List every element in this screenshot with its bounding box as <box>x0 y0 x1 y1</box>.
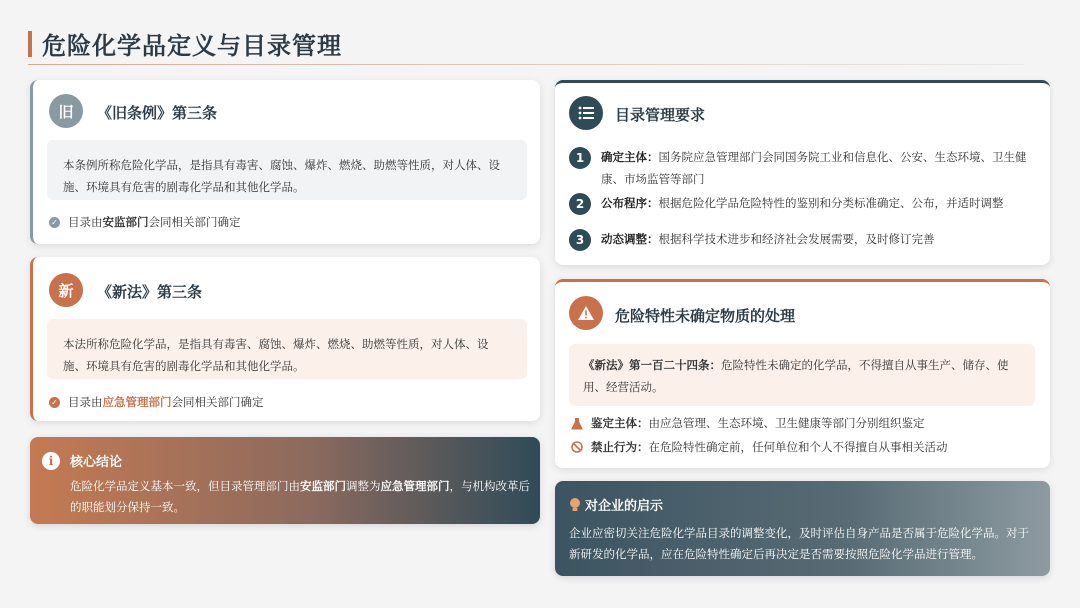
old-rule-note-pre: 目录由 <box>68 215 103 229</box>
item-number: 1 <box>569 147 591 169</box>
item-body: 根据科学技术进步和经济社会发展需要，及时修订完善 <box>658 232 935 246</box>
undetermined-quote-text: 危险特性未确定的化学品，不得擅自从事生产、储存、使用、经营活动。 <box>583 358 1009 394</box>
info-icon: i <box>42 452 60 470</box>
item-number: 2 <box>569 193 591 215</box>
conclusion-header <box>42 451 122 470</box>
directory-item <box>569 146 1039 190</box>
warning-badge <box>569 296 603 330</box>
new-rule-note <box>49 394 264 410</box>
directory-title: 目录管理要求 <box>615 106 706 124</box>
directory-item-text <box>601 228 935 250</box>
list-badge <box>569 96 603 130</box>
enterprise-box <box>555 481 1050 576</box>
item-label: 公布程序： <box>601 196 659 210</box>
page-header <box>28 26 342 61</box>
enterprise-header <box>569 495 663 514</box>
conclusion-text <box>70 476 530 518</box>
undetermined-quote-strong: 《新法》第一百二十四条： <box>583 358 721 372</box>
undetermined-item <box>571 415 925 431</box>
directory-item-text <box>601 146 1039 190</box>
item-body: 根据危险化学品危险特性的鉴别和分类标准确定、公布，并适时调整 <box>658 196 1004 210</box>
conclusion-text-pre: 危险化学品定义基本一致，但目录管理部门由 <box>70 479 300 493</box>
item-number: 3 <box>569 229 591 251</box>
old-rule-note <box>49 214 241 230</box>
undetermined-item <box>571 439 948 455</box>
item-label: 禁止行为： <box>591 440 649 454</box>
new-rule-note-pre: 目录由 <box>68 395 103 409</box>
conclusion-strong-2: 应急管理部门 <box>380 479 450 493</box>
directory-item <box>569 228 1039 251</box>
old-rule-card <box>30 80 540 244</box>
enterprise-text: 企业应密切关注危险化学品目录的调整变化，及时评估自身产品是否属于危险化学品。对于新研发的化学品，应在危险特性确定后再决定是否需要按照危险化学品进行管理。 <box>569 526 1029 561</box>
item-label: 确定主体： <box>601 150 659 164</box>
conclusion-text-post: ，与机构改革后的职能划分保持一致。 <box>70 479 530 514</box>
item-body: 在危险特性确定前，任何单位和个人不得擅自从事相关活动 <box>648 440 948 454</box>
new-rule-note-post: 会同相关部门确定 <box>171 395 264 409</box>
old-rule-note-strong: 安监部门 <box>102 215 149 229</box>
check-icon: ✓ <box>49 217 60 228</box>
item-label: 动态调整： <box>601 232 659 246</box>
directory-item-text <box>601 192 1004 214</box>
item-body: 国务院应急管理部门会同国务院工业和信息化、公安、生态环境、卫生健康、市场监管等部门 <box>601 150 1027 186</box>
old-rule-quote: 本条例所称危险化学品，是指具有毒害、腐蚀、爆炸、燃烧、助燃等性质，对人体、设施、环境具有危害的剧毒化学品和其他化学品。 <box>47 140 527 200</box>
page-title: 危险化学品定义与目录管理 <box>42 32 342 60</box>
new-rule-note-strong: 应急管理部门 <box>102 395 172 409</box>
old-rule-badge: 旧 <box>49 94 83 128</box>
old-rule-note-post: 会同相关部门确定 <box>148 215 241 229</box>
item-label: 鉴定主体： <box>591 416 649 430</box>
undetermined-quote <box>569 344 1035 406</box>
title-divider <box>28 64 1024 65</box>
directory-card <box>555 80 1050 265</box>
enterprise-title: 对企业的启示 <box>585 499 664 514</box>
old-rule-title: 《旧条例》第三条 <box>97 104 218 122</box>
conclusion-box <box>30 437 540 524</box>
warning-icon <box>577 305 595 321</box>
new-rule-quote: 本法所称危险化学品，是指具有毒害、腐蚀、爆炸、燃烧、助燃等性质，对人体、设施、环境具有危害的剧毒化学品和其他化学品。 <box>47 319 527 379</box>
new-rule-badge: 新 <box>49 273 83 307</box>
new-rule-card <box>30 257 540 421</box>
flask-icon <box>571 417 583 430</box>
list-icon <box>578 106 594 120</box>
directory-item <box>569 192 1039 215</box>
new-rule-title: 《新法》第三条 <box>97 283 203 301</box>
ban-icon <box>571 441 583 453</box>
conclusion-strong-1: 安监部门 <box>300 479 346 493</box>
check-icon: ✓ <box>49 397 60 408</box>
conclusion-text-mid: 调整为 <box>346 479 381 493</box>
conclusion-title: 核心结论 <box>70 455 123 470</box>
title-accent-bar <box>28 31 32 57</box>
undetermined-title: 危险特性未确定物质的处理 <box>615 307 796 325</box>
item-body: 由应急管理、生态环境、卫生健康等部门分别组织鉴定 <box>648 416 925 430</box>
lightbulb-icon <box>569 497 581 513</box>
undetermined-card <box>555 279 1050 468</box>
